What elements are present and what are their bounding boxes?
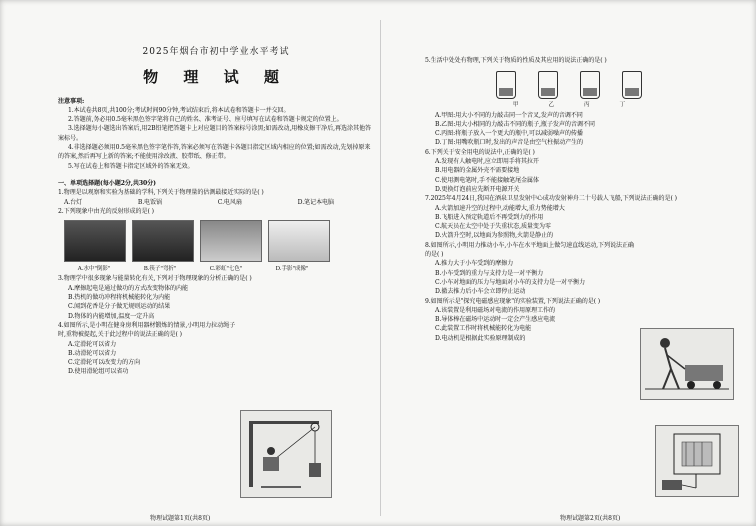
option: D.物体的内能增加,温度一定升高 <box>68 312 155 320</box>
question-4-block <box>58 321 238 377</box>
jar-icon <box>580 71 600 99</box>
option: A.火箭加速升空的过程中,动能增大,重力势能增大 <box>435 204 565 212</box>
option: D.撤去推力后小车会立即停止运动 <box>435 288 526 296</box>
jar-labels <box>425 101 713 110</box>
question-8-block <box>425 241 635 297</box>
jar-label: 乙 <box>548 102 554 109</box>
question-3-stem: 3.物理学中很多现象与能量转化有关,下列对于物理现象的分析正确的是( ) <box>58 275 252 283</box>
option: A.甲图:用大小不同的力敲击同一个音叉,发声的音调不同 <box>435 111 583 119</box>
option: D.丁图:用嘴吹瓶口时,发出的声音是由空气柱振动产生的 <box>435 139 584 147</box>
question-2-images <box>64 220 374 262</box>
jar-label: 丙 <box>584 102 590 109</box>
option: A.发现有人触电时,应立即用手将其拉开 <box>435 158 539 166</box>
chopsticks-photo <box>200 220 262 262</box>
notice-item: 3.选择题每小题选出答案后,用2B铅笔把答题卡上对应题目的答案标号涂黑;如需改动,用橡皮擦干净后,再选涂其他答案标号。 <box>58 125 371 142</box>
hand-shadow-photo <box>268 220 330 262</box>
option: B.热机的做功冲程将机械能转化为内能 <box>68 294 171 302</box>
jar-icon <box>496 71 516 99</box>
jar-icon <box>622 71 642 99</box>
reflection-photo <box>64 220 126 262</box>
caption: D.手影"成像" <box>275 266 309 273</box>
option: A.推力大于小车受到的摩擦力 <box>435 260 514 268</box>
exam-title: 2025年烟台市初中学业水平考试 <box>142 47 290 57</box>
option: B.电饭锅 <box>137 198 163 206</box>
question-5-stem: 5.生活中处处有物理,下列关于物质的性质及其应用的说法正确的是( ) <box>425 57 607 64</box>
jar-icon <box>538 71 558 99</box>
option: B.小车受到的重力与支持力是一对平衡力 <box>435 269 544 277</box>
option: A.该装置是利用磁场对电流的作用原理工作的 <box>435 306 556 314</box>
option: B.乙图:用大小相同的力敲击不同的瓶子,瓶子发声的音调不同 <box>435 120 595 128</box>
option: D.笔记本电脑 <box>297 198 334 206</box>
question-1-stem: 1.物理是以观察和实验为基础的学科,下列关于物理量的估测最接近实际的是( ) <box>58 189 264 197</box>
option: C.此装置工作时将机械能转化为电能 <box>435 325 532 333</box>
option: C.闻到花香是分子做无规则运动的结果 <box>68 303 171 311</box>
option: C.定滑轮可以改变力的方向 <box>68 359 141 367</box>
left-page <box>58 22 374 377</box>
option: D.使用滑轮组可以省功 <box>68 368 129 376</box>
caption: C.彩虹"七色" <box>209 266 243 273</box>
notice-item: 5.写在试卷上和答题卡指定区域外的答案无效。 <box>68 162 194 170</box>
option: D.电动机是根据此实验原理制成的 <box>435 334 526 342</box>
question-8-stem: 8.如图所示,小明用力推动小车,小车在水平地面上做匀速直线运动,下列说法正确的是( ) <box>425 241 634 259</box>
question-5-jars <box>425 71 713 99</box>
question-1-options <box>58 198 374 207</box>
option: A.摩擦起电是通过做功的方式改变物体的内能 <box>68 284 189 292</box>
option: D.火箭升空时,以地面为参照物,火箭是静止的 <box>435 232 553 240</box>
option: A.台灯 <box>64 198 83 206</box>
jar-label: 丁 <box>619 102 625 109</box>
option: B.导体棒在磁场中运动时一定会产生感应电流 <box>435 316 556 324</box>
notice-heading: 注意事项: <box>58 97 85 105</box>
jar-label: 甲 <box>513 102 519 109</box>
caption: A.水中"倒影" <box>77 266 111 273</box>
notice-item: 4.非选择题必须用0.5毫米黑色签字笔作答,答案必须写在答题卡各题目指定区域内相应的位置;如需改动,先划掉原来的答案,然后再写上新的答案;不能使用涂改液、胶带纸、修正带。 <box>58 144 371 161</box>
electromagnetic-induction-figure <box>655 425 739 497</box>
option: B.用电器的金属外壳不需要接地 <box>435 167 520 175</box>
question-4-stem: 4.如图所示,是小明在健身房利用器材锻炼的情景,小明用力拉动绳子时,重物被提起,关于此过程中的说法正确的是( ) <box>58 321 236 339</box>
center-fold <box>380 20 381 516</box>
rainbow-photo <box>132 220 194 262</box>
option: C.航天员在太空中处于失重状态,质量变为零 <box>435 223 551 231</box>
notice-item: 1.本试卷共8页,共100分;考试时间90分钟,考试结束后,将本试卷和答题卡一并交回。 <box>68 106 290 114</box>
question-9-block <box>425 297 645 343</box>
option: D.更换灯泡前应先断开电源开关 <box>435 185 520 193</box>
section-heading: 一、单项选择题(每小题2分,共30分) <box>58 179 156 187</box>
question-9-stem: 9.如图所示是"探究电磁感应现象"的实验装置,下列说法正确的是( ) <box>425 297 601 305</box>
subject-title: 物 理 试 题 <box>143 68 289 87</box>
option: B.飞船进入预定轨道后不再受到力的作用 <box>435 213 544 221</box>
option: B.动滑轮可以省力 <box>68 349 117 357</box>
option: C.使用测电笔时,手不能接触笔尾金属体 <box>435 176 539 184</box>
option: C.丙图:将瓶子放入一个更大的瓶中,可以减弱噪声的传播 <box>435 130 583 138</box>
question-2-stem: 2.下列现象中由光的反射形成的是( ) <box>58 207 154 215</box>
right-page <box>425 22 713 343</box>
option: A.定滑轮可以省力 <box>68 340 117 348</box>
caption: B.筷子"弯折" <box>143 266 177 273</box>
push-cart-figure <box>640 328 734 400</box>
question-2-captions <box>64 265 374 274</box>
page-footer-left: 物理试题第1页(共8页) <box>150 515 211 522</box>
option: C.电风扇 <box>217 198 242 206</box>
gym-pulley-figure <box>240 410 332 498</box>
question-6-stem: 6.下列关于安全用电的说法中,正确的是( ) <box>425 148 535 156</box>
page-footer-right: 物理试题第2页(共8页) <box>560 515 621 522</box>
notice-item: 2.答题前,务必用0.5毫米黑色签字笔将自己的姓名、准考证号、座号填写在试卷和答题卡规定的位置上。 <box>68 116 343 124</box>
option: C.小车对地面的压力与地面对小车的支持力是一对平衡力 <box>435 278 586 286</box>
question-7-stem: 7.2025年4月24日,我国在酒泉卫星发射中心成功发射神舟二十号载人飞船,下列说法正确的是( ) <box>425 195 677 203</box>
